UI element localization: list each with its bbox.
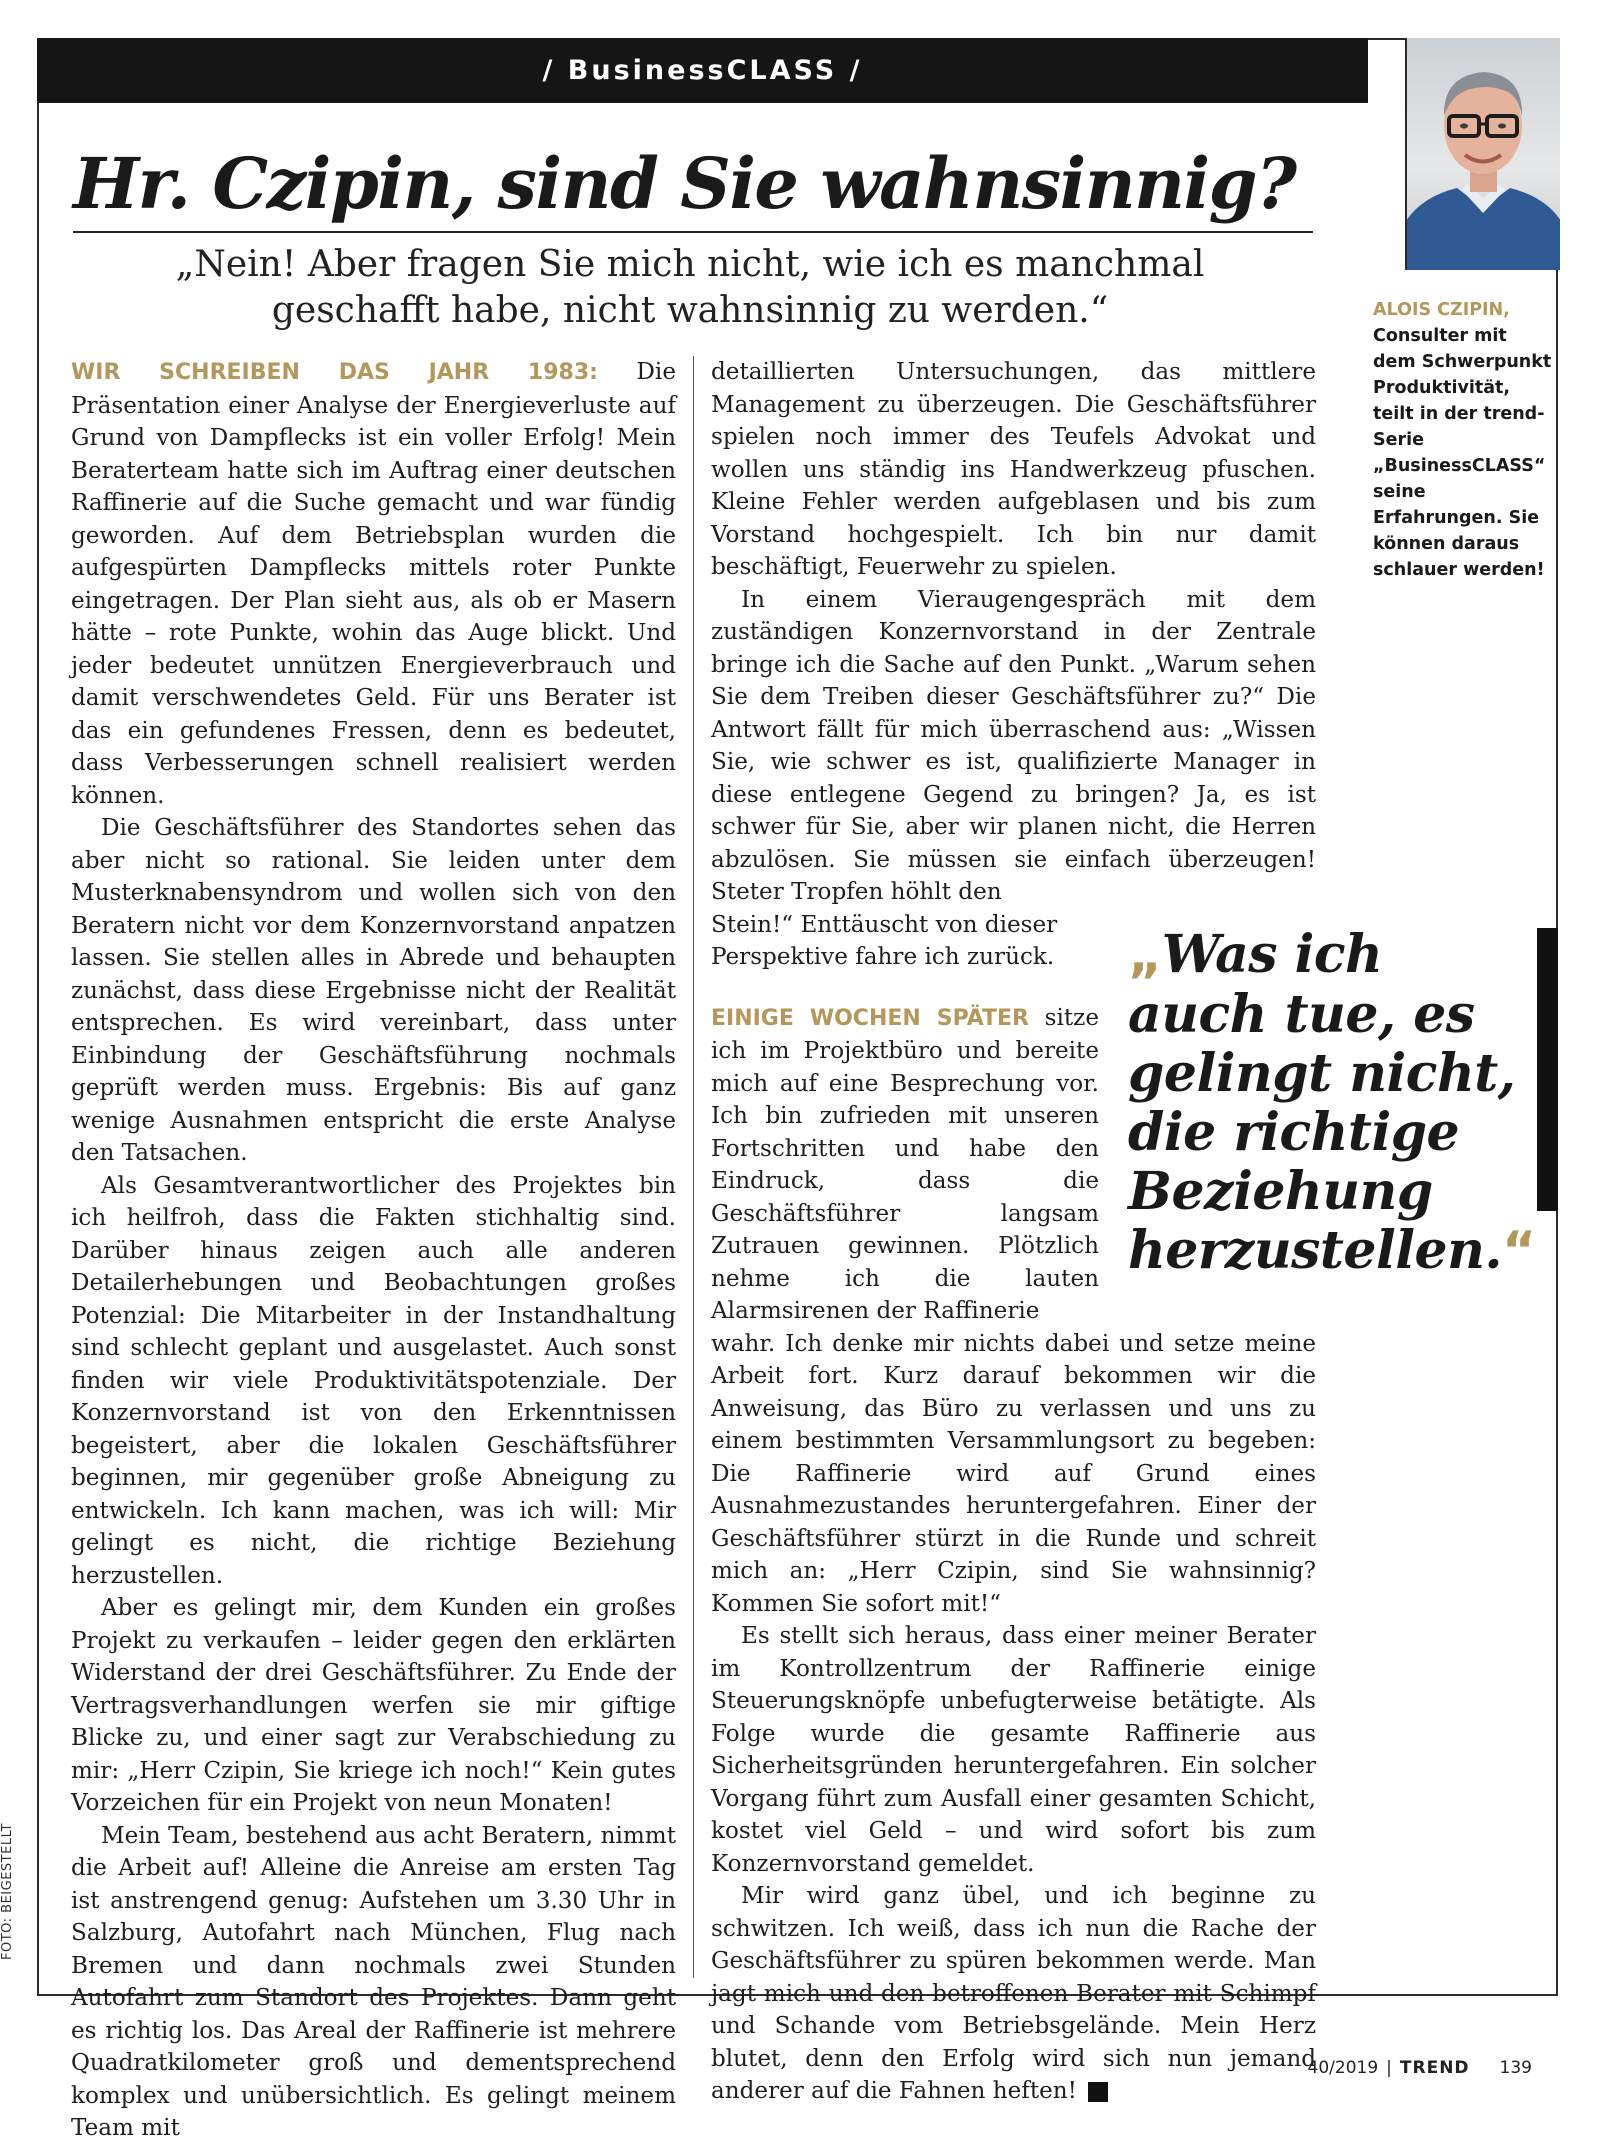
paragraph: Es stellt sich heraus, dass einer meiner Berater im Kontrollzentrum der Raffinerie einige Steuerungsknöpfe unbefugterweise betätigte. Als Folge wurde die gesamte Raffinerie aus Sicherheitsgründen heruntergefahren. Ein solcher Vorgang führt zum Ausfall einer gesamten Schicht, kostet viel Geld – und wird sofort bis zum Konzernvorstand gemeldet. [711, 1623, 1316, 1877]
paragraph-text: sitze ich im Projektbüro und bereite mich auf eine Besprechung vor. Ich bin zufrieden mit unseren Fortschritten und habe den Eindruck, dass die Geschäftsführer langsam Zutrauen gewinnen. Plötzlich nehme ich die lauten Alarmsirenen der Raffinerie [711, 1004, 1099, 1324]
issue-number: 40/2019 [1307, 2058, 1379, 2078]
paragraph: In einem Vieraugengespräch mit dem zuständigen Konzernvorstand in der Zentrale bringe ich die Sache auf den Punkt. „Warum sehen Sie dem Treiben dieser Geschäftsführer zu?“ Die Antwort fällt für mich überraschend aus: „Wissen Sie, wie schwer es ist, qualifizierte Manager in diese entlegene Gegend zu bringen? Ja, es ist schwer für Sie, aber wir planen nicht, die Herren abzulösen. Sie müssen sie einfach überzeugen! Steter Tropfen höhlt den [711, 586, 1316, 905]
paragraph: Als Gesamtverantwortlicher des Projektes bin ich heilfroh, dass die Fakten stichhaltig sind. Darüber hinaus zeigen auch alle anderen Detailerhebungen und Beobachtungen großes Potenzial: Die Mitarbeiter in der Instandhaltung sind schlecht geplant und ausgelastet. Auch sonst finden wir viele Produktivitätspotenziale. Der Konzernvorstand ist von den Erkenntnissen begeistert, aber die lokalen Geschäftsführer beginnen, mir gegenüber große Abneigung zu entwickeln. Ich kann machen, was ich will: Mir gelingt es nicht, die richtige Beziehung herzustellen. [71, 1172, 676, 1589]
footer-separator: | [1386, 2058, 1392, 2078]
page-number: 139 [1499, 2058, 1532, 2078]
lead-in: WIR SCHREIBEN DAS JAHR 1983: [71, 360, 598, 385]
lead-in: EINIGE WOCHEN SPÄTER [711, 1005, 1029, 1031]
magazine-name: TREND [1399, 2058, 1470, 2078]
paragraph: Stein!“ Enttäuscht von dieser Perspektive fahre ich zurück. [711, 911, 1058, 970]
headline: Hr. Czipin, sind Sie wahnsinnig? [73, 142, 1296, 225]
paragraph [711, 1002, 1099, 1328]
pull-quote [1128, 924, 1536, 1281]
paragraph: Mein Team, bestehend aus acht Beratern, nimmt die Arbeit auf! Alleine die Anreise am ersten Tag ist anstrengend genug: Aufstehen um 3.30 Uhr in Salzburg, Autofahrt nach München, Flug nach Bremen und dann nochmals zwei Stunden Autofahrt zum Standort des Projektes. Dann geht es richtig los. Das Areal der Raffinerie ist mehrere Quadratkilometer groß und dementsprechend komplex und unübersichtlich. Es gelingt meinem Team mit [71, 1822, 676, 2141]
paragraph: wahr. Ich denke mir nichts dabei und setze meine Arbeit fort. Kurz darauf bekommen wir die Anweisung, das Büro zu verlassen und uns zu einem bestimmten Versammlungsort zu begeben: Die Raffinerie wird auf Grund eines Ausnahmezustandes heruntergefahren. Einer der Geschäftsführer stürzt in die Runde und schreit mich an: „Herr Czipin, sind Sie wahnsinnig? Kommen Sie sofort mit!“ [711, 1330, 1316, 1617]
paragraph [71, 356, 676, 812]
photo-credit: FOTO: BEIGESTELLT [0, 1823, 15, 1960]
author-box [1373, 297, 1555, 583]
pull-quote-text: Was ich auch tue, es gelingt nicht, die richtige Beziehung herzustellen. [1128, 924, 1516, 1281]
paragraph-text: Die Präsentation einer Analyse der Energieverluste auf Grund von Dampflecks ist ein voller Erfolg! Mein Beraterteam hatte sich im Auftrag einer deutschen Raffinerie auf die Suche gemacht und war fündig geworden. Auf dem Betriebsplan wurden die aufgespürten Dampflecks mittels roter Punkte eingetragen. Der Plan sieht aus, als ob er Masern hätte – rote Punkte, wohin das Auge blickt. Und jeder bedeutet unnützen Energieverbrauch und damit verschwendetes Geld. Für uns Berater ist das ein gefundenes Fressen, denn es bedeutet, dass Verbesserungen schnell realisiert werden können. [71, 359, 676, 809]
subheadline: „Nein! Aber fragen Sie mich nicht, wie ich es manchmal geschafft habe, nicht wahnsinnig zu werden.“ [175, 244, 1205, 331]
headline-rule [73, 231, 1313, 233]
end-mark-icon: T [1088, 2082, 1108, 2102]
side-accent-bar [1537, 928, 1558, 1211]
column-divider [693, 356, 694, 1978]
portrait-icon [1407, 38, 1560, 270]
author-description: Consulter mit dem Schwerpunkt Produktivität, teilt in der trend-Serie „BusinessCLASS“ seine Erfahrungen. Sie können daraus schlauer werden! [1373, 326, 1552, 580]
page-footer [1308, 2058, 1532, 2078]
column-left [71, 356, 676, 2145]
paragraph-text: Mir wird ganz übel, und ich beginne zu schwitzen. Ich weiß, dass ich nun die Rache der Geschäftsführer zu spüren bekommen werde. Man jagt mich und den betroffenen Berater mit Schimpf und Schande vom Betriebsgelände. Mein Herz blutet, denn den Erfolg wird sich nun jemand anderer auf die Fahnen heften! [711, 1883, 1316, 2104]
paragraph: Die Geschäftsführer des Standortes sehen das aber nicht so rational. Sie leiden unter dem Musterknabensyndrom und wollen sich von den Beratern nicht vor dem Konzernvorstand anpatzen lassen. Sie stellen alles in Abrede und behaupten zunächst, dass diese Ergebnisse nicht der Realität entsprechen. Es wird vereinbart, dass unter Einbindung der Geschäftsführung nochmals geprüft werden muss. Ergebnis: Bis auf ganz wenige Ausnahmen entspricht die erste Analyse den Tatsachen. [71, 815, 676, 1166]
section-label: / BusinessCLASS / [37, 38, 1368, 103]
quote-close-icon: “ [1502, 1221, 1536, 1281]
paragraph: detaillierten Untersuchungen, das mittlere Management zu überzeugen. Die Geschäftsführer spielen noch immer des Teufels Advokat und wollen uns ständig ins Handwerkzeug pfuschen. Kleine Fehler werden aufgeblasen und bis zum Vorstand hochgespielt. Ich bin nur damit beschäftigt, Feuerwehr zu spielen. [711, 359, 1316, 580]
paragraph [711, 1880, 1316, 2108]
paragraph: Aber es gelingt mir, dem Kunden ein großes Projekt zu verkaufen – leider gegen den erklärten Widerstand der drei Geschäftsführer. Zu Ende der Vertragsverhandlungen werfen sie mir giftige Blicke zu, und einer sagt zur Verabschiedung zu mir: „Herr Czipin, Sie kriege ich noch!“ Kein gutes Vorzeichen für ein Projekt von neun Monaten! [71, 1595, 676, 1816]
author-name: ALOIS CZIPIN, [1373, 300, 1510, 320]
quote-open-icon: „ [1128, 925, 1162, 985]
author-portrait [1405, 38, 1560, 270]
